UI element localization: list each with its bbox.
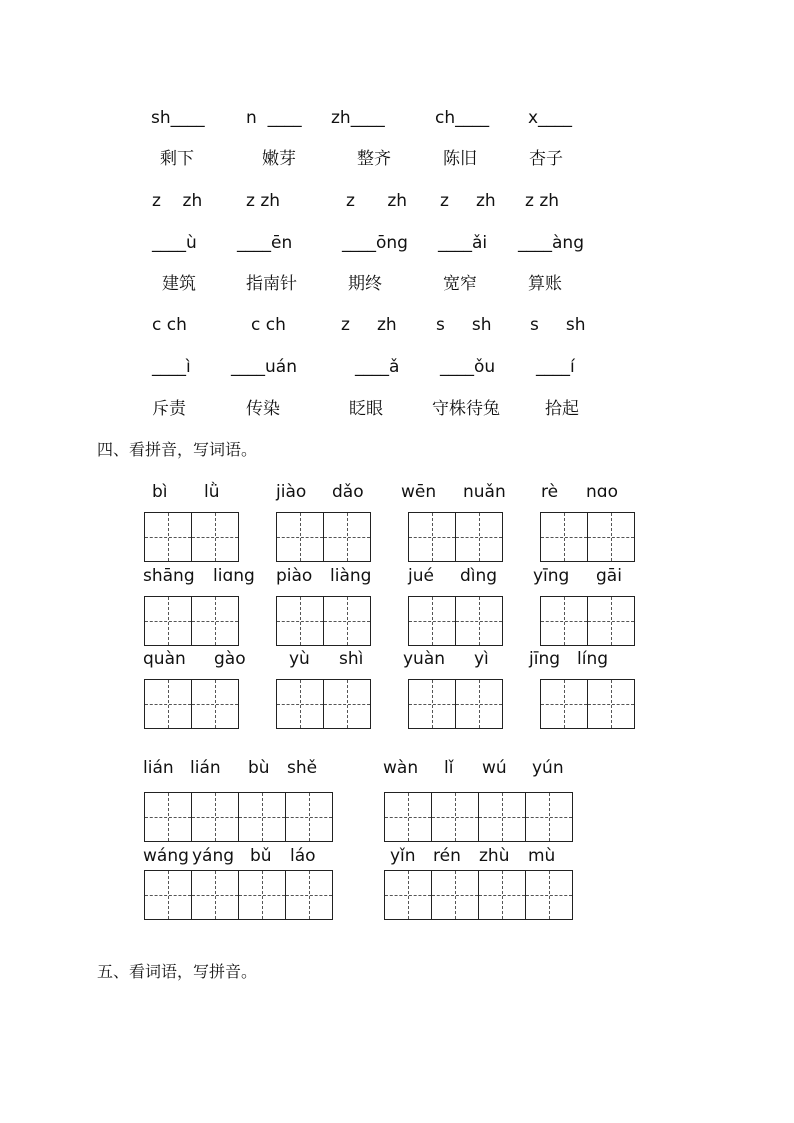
grid-cell[interactable] bbox=[587, 512, 635, 562]
grid-cell[interactable] bbox=[384, 870, 432, 920]
blank-item: ____ì bbox=[152, 357, 191, 377]
grid-cell[interactable] bbox=[144, 792, 192, 842]
option-item: s sh bbox=[530, 315, 586, 335]
grid-cell[interactable] bbox=[285, 792, 333, 842]
pinyin-label: yáng bbox=[192, 846, 235, 866]
grid-cell[interactable] bbox=[384, 792, 432, 842]
word-item: 拾起 bbox=[545, 399, 579, 419]
idiom-grid[interactable] bbox=[144, 792, 332, 842]
grid-cell[interactable] bbox=[191, 870, 239, 920]
word-item: 斥责 bbox=[152, 399, 186, 419]
grid-cell[interactable] bbox=[144, 870, 192, 920]
option-item: z zh bbox=[152, 191, 203, 211]
pinyin-label: yǐn bbox=[390, 846, 416, 866]
pinyin-label: piào bbox=[276, 566, 313, 586]
grid-cell[interactable] bbox=[276, 679, 324, 729]
grid-cell[interactable] bbox=[455, 596, 503, 646]
pinyin-label: rén bbox=[433, 846, 461, 866]
pinyin-label: yì bbox=[474, 649, 489, 669]
grid-cell[interactable] bbox=[323, 679, 371, 729]
pinyin-label: wú bbox=[482, 758, 507, 778]
s3-row-1 bbox=[0, 148, 794, 172]
word-item: 眨眼 bbox=[349, 399, 383, 419]
grid-cell[interactable] bbox=[455, 679, 503, 729]
pinyin-label: gāi bbox=[596, 566, 622, 586]
word-item: 杏子 bbox=[529, 149, 563, 169]
grid-cell[interactable] bbox=[144, 679, 192, 729]
pinyin-label: láo bbox=[290, 846, 316, 866]
pinyin-label: bù bbox=[248, 758, 270, 778]
pinyin-label: zhù bbox=[479, 846, 510, 866]
pinyin-label: gào bbox=[214, 649, 246, 669]
grid-cell[interactable] bbox=[144, 596, 192, 646]
option-item: z zh bbox=[525, 191, 560, 211]
word-item: 守株待兔 bbox=[432, 399, 500, 419]
option-item: c ch bbox=[152, 315, 187, 335]
grid-cell[interactable] bbox=[455, 512, 503, 562]
pinyin-label: jiào bbox=[276, 482, 307, 502]
pinyin-label: dǎo bbox=[332, 482, 364, 502]
s3-row-2 bbox=[0, 190, 794, 214]
s3-row-4 bbox=[0, 273, 794, 297]
grid-cell[interactable] bbox=[525, 870, 573, 920]
grid-cell[interactable] bbox=[285, 870, 333, 920]
s3-row-6 bbox=[0, 356, 794, 380]
pinyin-label: liàng bbox=[330, 566, 372, 586]
grid-cell[interactable] bbox=[238, 870, 286, 920]
blank-item: ____uán bbox=[231, 357, 297, 377]
word-item: 剩下 bbox=[160, 149, 194, 169]
grid-cell[interactable] bbox=[478, 870, 526, 920]
pinyin-label: jīng bbox=[529, 649, 561, 669]
pinyin-label: mù bbox=[528, 846, 556, 866]
word-item: 期终 bbox=[348, 274, 382, 294]
word-item: 宽窄 bbox=[443, 274, 477, 294]
grid-cell[interactable] bbox=[431, 870, 479, 920]
blank-item: ____ēn bbox=[237, 233, 293, 253]
option-item: z zh bbox=[440, 191, 496, 211]
pinyin-label: yù bbox=[289, 649, 310, 669]
writing-grid[interactable] bbox=[276, 679, 370, 729]
pinyin-label: wáng bbox=[143, 846, 189, 866]
grid-cell[interactable] bbox=[191, 596, 239, 646]
grid-cell[interactable] bbox=[323, 512, 371, 562]
word-item: 传染 bbox=[246, 399, 280, 419]
grid-cell[interactable] bbox=[587, 679, 635, 729]
writing-grid[interactable] bbox=[276, 512, 370, 562]
writing-grid[interactable] bbox=[540, 596, 634, 646]
pinyin-label: lǐ bbox=[444, 758, 454, 778]
pinyin-label: dìng bbox=[460, 566, 498, 586]
writing-grid[interactable] bbox=[408, 596, 502, 646]
blank-item: ____í bbox=[536, 357, 575, 377]
pinyin-label: nɑo bbox=[586, 482, 618, 502]
writing-grid[interactable] bbox=[408, 679, 502, 729]
pinyin-label: nuǎn bbox=[463, 482, 506, 502]
pinyin-label: lián bbox=[143, 758, 174, 778]
grid-cell[interactable] bbox=[191, 792, 239, 842]
pinyin-label: lǜ bbox=[204, 482, 220, 502]
grid-cell[interactable] bbox=[408, 679, 456, 729]
pinyin-label: liɑng bbox=[213, 566, 255, 586]
idiom-grid[interactable] bbox=[384, 792, 572, 842]
option-item: s sh bbox=[436, 315, 492, 335]
pinyin-label: shě bbox=[287, 758, 318, 778]
grid-cell[interactable] bbox=[478, 792, 526, 842]
pinyin-label: wàn bbox=[383, 758, 419, 778]
grid-cell[interactable] bbox=[276, 596, 324, 646]
word-item: 算账 bbox=[528, 274, 562, 294]
option-item: z zh bbox=[346, 191, 408, 211]
writing-grid[interactable] bbox=[408, 512, 502, 562]
pinyin-label: quàn bbox=[143, 649, 186, 669]
writing-grid[interactable] bbox=[276, 596, 370, 646]
writing-grid[interactable] bbox=[540, 512, 634, 562]
section5-title: 五、看词语，写拼音。 bbox=[97, 962, 258, 981]
blank-item: zh____ bbox=[331, 108, 385, 128]
blank-item: ch____ bbox=[435, 108, 490, 128]
idiom-grid[interactable] bbox=[144, 870, 332, 920]
grid-cell[interactable] bbox=[525, 792, 573, 842]
s3-row-3 bbox=[0, 232, 794, 256]
word-item: 嫩芽 bbox=[262, 149, 296, 169]
writing-grid[interactable] bbox=[144, 596, 238, 646]
pinyin-label: rè bbox=[541, 482, 559, 502]
grid-cell[interactable] bbox=[144, 512, 192, 562]
grid-cell[interactable] bbox=[408, 596, 456, 646]
writing-grid[interactable] bbox=[144, 512, 238, 562]
word-item: 建筑 bbox=[162, 274, 196, 294]
pinyin-label: yīng bbox=[533, 566, 570, 586]
grid-cell[interactable] bbox=[587, 596, 635, 646]
blank-item: ____ǒu bbox=[440, 357, 496, 377]
pinyin-label: líng bbox=[577, 649, 609, 669]
pinyin-label: lián bbox=[190, 758, 221, 778]
pinyin-label: jué bbox=[408, 566, 434, 586]
grid-cell[interactable] bbox=[191, 512, 239, 562]
pinyin-label: bì bbox=[152, 482, 168, 502]
pinyin-label: wēn bbox=[401, 482, 437, 502]
s3-row-7 bbox=[0, 398, 794, 422]
word-item: 指南针 bbox=[246, 274, 297, 294]
grid-cell[interactable] bbox=[276, 512, 324, 562]
grid-cell[interactable] bbox=[540, 596, 588, 646]
blank-item: ____ǎi bbox=[438, 233, 488, 253]
grid-cell[interactable] bbox=[191, 679, 239, 729]
writing-grid[interactable] bbox=[540, 679, 634, 729]
writing-grid[interactable] bbox=[144, 679, 238, 729]
blank-item: n ____ bbox=[246, 108, 302, 128]
grid-cell[interactable] bbox=[431, 792, 479, 842]
word-item: 整齐 bbox=[357, 149, 391, 169]
blank-item: ____ōng bbox=[342, 233, 408, 253]
blank-item: ____ù bbox=[152, 233, 197, 253]
blank-item: sh____ bbox=[151, 108, 205, 128]
section4-title: 四、看拼音，写词语。 bbox=[97, 440, 258, 459]
option-item: c ch bbox=[251, 315, 286, 335]
word-item: 陈旧 bbox=[443, 149, 477, 169]
pinyin-label: yuàn bbox=[403, 649, 446, 669]
pinyin-label: bǔ bbox=[250, 846, 272, 866]
s3-row-5 bbox=[0, 314, 794, 338]
s3-row-0 bbox=[0, 107, 794, 131]
grid-cell[interactable] bbox=[238, 792, 286, 842]
pinyin-label: shāng bbox=[143, 566, 195, 586]
blank-item: x____ bbox=[528, 108, 573, 128]
option-item: z zh bbox=[341, 315, 397, 335]
grid-cell[interactable] bbox=[540, 512, 588, 562]
grid-cell[interactable] bbox=[323, 596, 371, 646]
grid-cell[interactable] bbox=[540, 679, 588, 729]
option-item: z zh bbox=[246, 191, 281, 211]
grid-cell[interactable] bbox=[408, 512, 456, 562]
pinyin-label: yún bbox=[532, 758, 564, 778]
blank-item: ____ǎ bbox=[355, 357, 400, 377]
idiom-grid[interactable] bbox=[384, 870, 572, 920]
pinyin-label: shì bbox=[339, 649, 364, 669]
blank-item: ____àng bbox=[518, 233, 584, 253]
